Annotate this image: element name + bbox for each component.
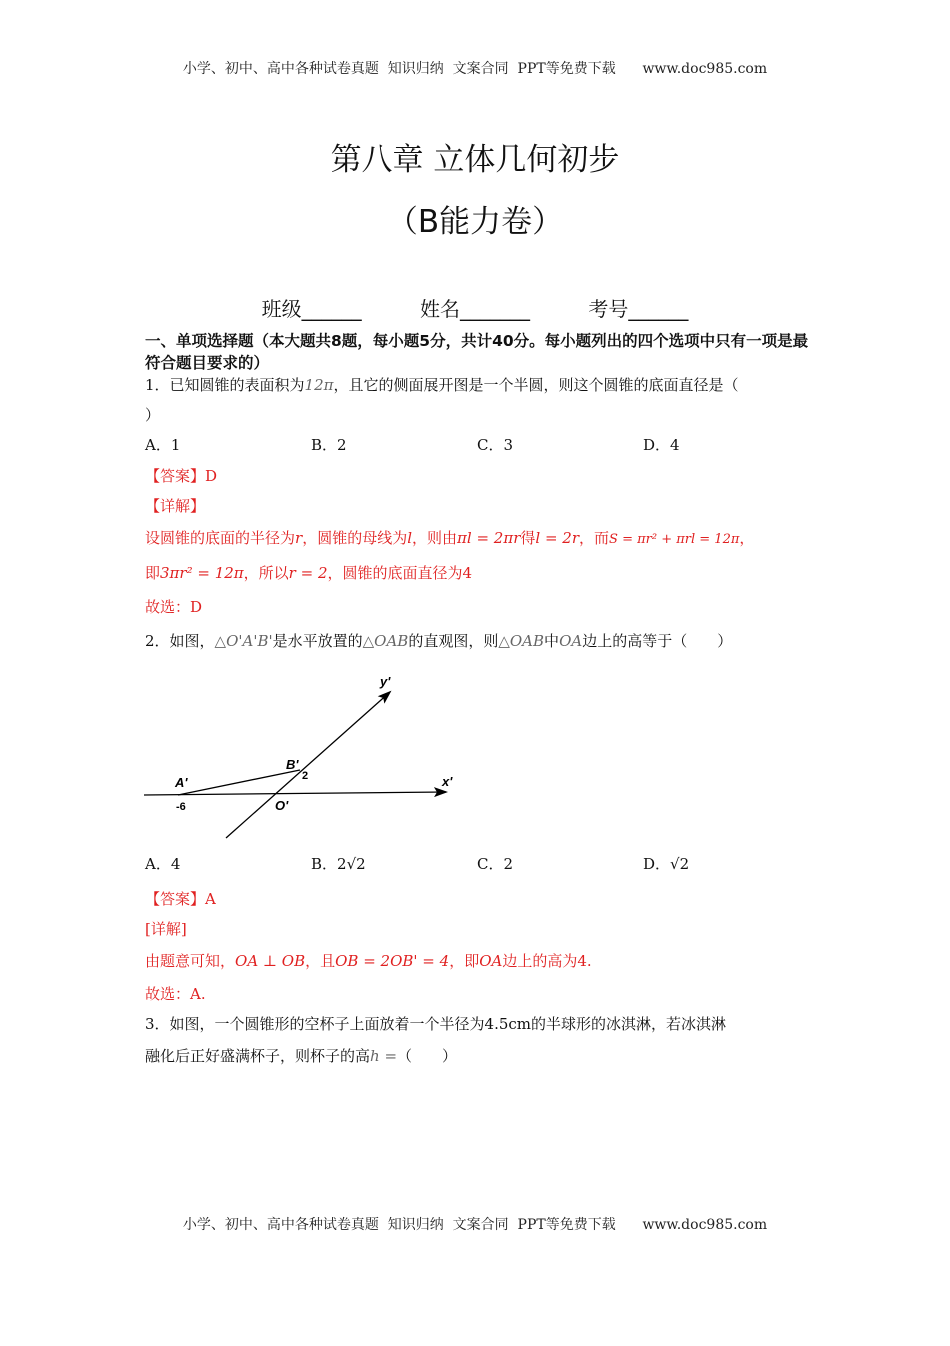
q1-option-b: B．2	[311, 436, 347, 454]
q2-option-a: A．4	[145, 855, 181, 873]
q2-options	[145, 853, 810, 877]
label-minus-six: -6	[176, 801, 186, 813]
page-title: 第八章 立体几何初步	[330, 142, 620, 178]
q1-options	[145, 434, 810, 458]
page-header: 小学、初中、高中各种试卷真题 知识归纳 文案合同 PPT等免费下载 www.doc985.com	[182, 61, 768, 77]
q1-detail-label: 【详解】	[145, 497, 206, 515]
q1-stem-close: ）	[145, 406, 161, 424]
q2-conclusion: 故选：A.	[145, 985, 206, 1003]
q3-stem-line1: 3．如图，一个圆锥形的空杯子上面放着一个半径为4.5cm的半球形的冰淇淋，若冰淇淋	[145, 1015, 727, 1033]
label-x: x'	[442, 774, 453, 789]
label-o: O'	[275, 798, 289, 813]
q2-detail-label: [详解]	[145, 920, 187, 938]
q1-detail-line2: 即3πr² = 12π，所以r = 2，圆锥的底面直径为4	[145, 564, 473, 582]
q1-stem: 1．已知圆锥的表面积为12π，且它的侧面展开图是一个半圆，则这个圆锥的底面直径是（	[145, 376, 739, 394]
y-axis	[226, 692, 390, 838]
section-heading: 一、单项选择题（本大题共8题，每小题5分，共计40分。每小题列出的四个选项中只有一项是最符合题目要求的）	[145, 332, 809, 372]
q3-stem-line2: 融化后正好盛满杯子，则杯子的高h =（ ）	[145, 1047, 458, 1065]
page-subtitle: （B能力卷）	[386, 204, 564, 240]
q2-figure	[140, 668, 470, 848]
q2-option-b: B．2√2	[311, 855, 366, 873]
q1-detail-line1: 设圆锥的底面的半径为r，圆锥的母线为l，则由πl = 2πr得l = 2r，而S = πr² + πrl = 12π，	[145, 529, 755, 547]
number-field: 考号______	[588, 297, 689, 321]
q2-stem: 2．如图，△O'A'B'是水平放置的△OAB的直观图，则△OAB中OA边上的高等于（ ）	[145, 632, 733, 650]
q1-conclusion: 故选：D	[145, 598, 203, 616]
label-two: 2	[302, 770, 309, 782]
label-b: B'	[286, 757, 299, 772]
q2-option-c: C．2	[477, 855, 514, 873]
q2-detail: 由题意可知，OA ⊥ OB，且OB = 2OB' = 4，即OA边上的高为4.	[145, 952, 592, 970]
q1-option-a: A．1	[145, 436, 181, 454]
q1-option-d: D．4	[643, 436, 680, 454]
label-a: A'	[175, 775, 188, 790]
student-info	[0, 293, 950, 322]
name-field: 姓名_______	[420, 297, 530, 321]
q1-answer: 【答案】D	[145, 467, 218, 485]
segment-a-b	[178, 770, 300, 795]
q1-option-c: C．3	[477, 436, 514, 454]
page-footer: 小学、初中、高中各种试卷真题 知识归纳 文案合同 PPT等免费下载 www.doc985.com	[182, 1217, 768, 1233]
class-field: 班级______	[261, 297, 362, 321]
q2-option-d: D．√2	[643, 855, 690, 873]
q2-answer: 【答案】A	[145, 890, 216, 908]
label-y: y'	[380, 674, 391, 689]
